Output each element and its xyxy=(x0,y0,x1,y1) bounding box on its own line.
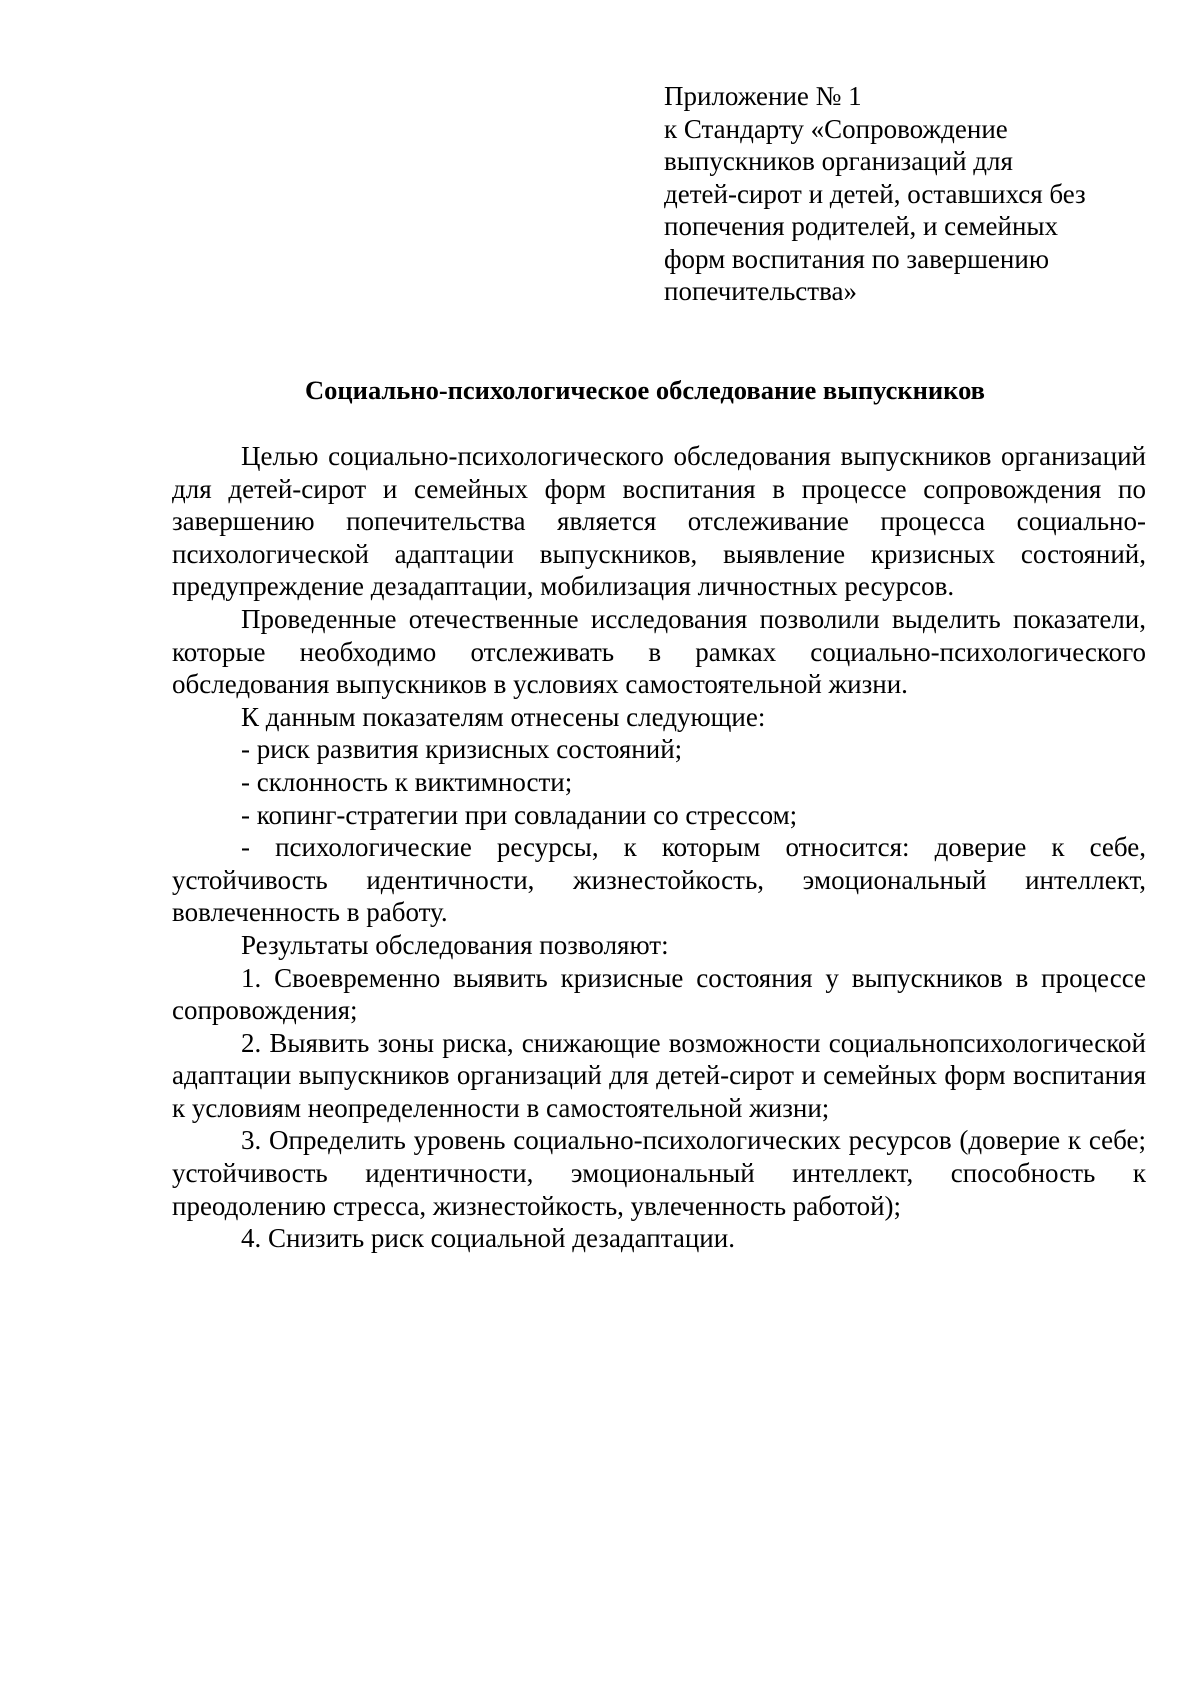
numbered-item: 3. Определить уровень социально-психологических ресурсов (доверие к себе; устойчивость идентичности, эмоциональный интеллект, способность к преодолению стресса, жизнестойкость, увлеченность работой); xyxy=(172,1125,1146,1221)
appendix-header xyxy=(664,80,1144,308)
appendix-line: форм воспитания по завершению xyxy=(664,243,1049,274)
appendix-line: к Стандарту «Сопровождение xyxy=(664,113,1008,144)
list-item: - копинг-стратегии при совладании со стрессом; xyxy=(241,799,798,830)
appendix-line: выпускников организаций для xyxy=(664,146,1013,176)
list-item: - склонность к виктимности; xyxy=(241,766,573,797)
paragraph: Целью социально-психологического обследования выпускников организаций для детей-сирот и семейных форм воспитания в процессе сопровождения по завершению попечительства является отслеживание процесса социально-психологической адаптации выпускников, выявление кризисных состояний, предупреждение дезадаптации, мобилизация личностных ресурсов. xyxy=(172,441,1146,602)
numbered-item: 2. Выявить зоны риска, снижающие возможности социальнопсихологической адаптации выпускников организаций для детей-сирот и семейных форм воспитания к условиям неопределенности в самостоятельной жизни; xyxy=(172,1027,1146,1123)
appendix-line: попечительства» xyxy=(664,276,857,306)
appendix-line: попечения родителей, и семейных xyxy=(664,211,1059,241)
appendix-line: Приложение № 1 xyxy=(664,81,862,111)
numbered-item: 4. Снизить риск социальной дезадаптации. xyxy=(241,1223,735,1254)
document-title: Социально-психологическое обследование выпускников xyxy=(305,375,985,405)
list-item: - психологические ресурсы, к которым относится: доверие к себе, устойчивость идентичности, жизнестойкость, эмоциональный интеллект, вовлеченность в работу. xyxy=(172,832,1146,928)
list-item: - риск развития кризисных состояний; xyxy=(241,734,683,765)
numbered-item: 1. Своевременно выявить кризисные состояния у выпускников в процессе сопровождения; xyxy=(172,962,1146,1026)
paragraph: Результаты обследования позволяют: xyxy=(241,929,669,960)
appendix-line: детей-сирот и детей, оставшихся без xyxy=(664,178,1086,209)
paragraph: К данным показателям отнесены следующие: xyxy=(241,701,766,732)
paragraph: Проведенные отечественные исследования позволили выделить показатели, которые необходимо отслеживать в рамках социально-психологического обследования выпускников в условиях самостоятельной жизни. xyxy=(172,603,1146,700)
document-body xyxy=(172,440,1146,1255)
